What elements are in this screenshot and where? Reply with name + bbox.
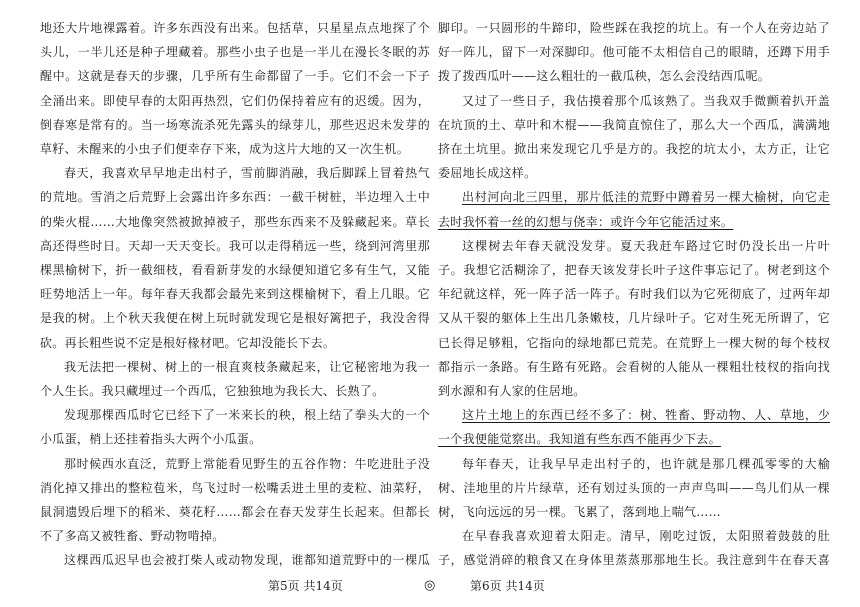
paragraph: 又过了一些日子，我估摸着那个瓜该熟了。当我双手微颤着扒开盖在坑顶的土、草叶和木棍——我简直惊住了，那么大一个西瓜，满满地挤在土坑里。掀出来发现它几乎是方的。我挖的坑太小，太方正，让它委屈地长成这样。 bbox=[438, 93, 830, 181]
right-page-number: 第6页 共14页 bbox=[470, 579, 545, 593]
paragraph: 春天，我喜欢早早地走出村子，雪前脚消融，我后脚踩上冒着热气的荒地。雪消之后荒野上会露出许多东西：一截干树桩，半边埋入土中的柴火棍……大地像突然被掀掉被子，那些东西来不及躲藏起来。草长高还得些时日。天却一天天变长。我可以走得稍远一些，绕到河湾里那棵黑榆树下，折一截细枝，看看新芽发的水绿便知道它多有生气，又能旺势地活上一年。每年春天我都会最先来到这棵榆树下，看上几眼。它是我的树。上个秋天我便在树上玩时就发现它是根好篱把子，我没舍得砍。再长粗些说不定是根好椽材吧。它却没能长下去。 bbox=[40, 166, 430, 350]
left-page-number: 第5页 共14页 bbox=[268, 579, 343, 593]
binding-mark-icon: ◎ bbox=[424, 578, 436, 593]
right-page-text bbox=[438, 16, 830, 571]
paragraph: 在早春我喜欢迎着太阳走。清早，刚吃过饭，太阳照着鼓鼓的肚子，感觉消碎的粮食又在身体里蒸蒸那那地生长。我注意到牛在春天喜 bbox=[438, 529, 830, 568]
paragraph: 那时候西水直泛，荒野上常能看见野生的五谷作物：牛吃进肚子没消化掉又排出的整粒苞米，鸟飞过时一松嘴丢进土里的麦粒、油菜籽，鼠洞遗毁后埋下的稻米、葵花籽……都会在春天发芽生长起来。但都长不了多高又被牲畜、野动物啃掉。 bbox=[40, 456, 430, 544]
paragraph: 这棵西瓜迟早也会被打柴人或动物发现，谁都知道荒野中的一棵瓜 bbox=[64, 553, 430, 568]
paragraph: 脚印。一只圆形的牛蹄印，险些踩在我挖的坑上。有一个人在旁边站了好一阵儿，留下一对深脚印。他可能不太相信自己的眼睛，还蹲下用手拨了拨西瓜叶——这么粗壮的一截瓜秧，怎么会没结西瓜呢。 bbox=[438, 21, 830, 84]
paragraph: 我无法把一棵树、树上的一根直爽枝条藏起来，让它秘密地为我一个人生长。我只藏埋过一个西瓜，它独独地为我长大、长熟了。 bbox=[40, 359, 430, 399]
underlined-paragraph: 这片土地上的东西已经不多了：树、牲畜、野动物、人、草地，少一个我便能觉察出。我知道有些东西不能再少下去。 bbox=[438, 408, 830, 447]
paragraph: 这棵树去年春天就没发芽。夏天我赶车路过它时仍没长出一片叶子。我想它活糊涂了，把春天该发芽长叶子这件事忘记了。树老到这个年纪就这样，死一阵子活一阵子。有时我们以为它死彻底了，过两年却又从干裂的躯体上生出几条嫩枝，几片绿叶子。它对生死无所谓了，它已长得足够粗，它指向的绿地都已荒芜。在荒野上一棵大树的每个枝杈都指示一条路。有生路有死路。会看树的人能从一棵粗壮枝杈的指向找到水源和有人家的住居地。 bbox=[438, 238, 830, 399]
paragraph: 地还大片地裸露着。许多东西没有出来。包括草，只星星点点地探了个头儿，一半儿还是种子埋藏着。那些小虫子也是一半儿在漫长冬眠的苏醒中。这就是春天的步骤，几乎所有生命都留了一手。它们不会一下子全涌出来。即使早春的太阳再热烈，它们仍保持着应有的迟缓。因为，倒春寒是常有的。当一场寒流杀死先露头的绿芽儿，那些迟迟未发芽的草籽、未醒来的小虫子们便幸存下来，成为这片大地的又一次生机。 bbox=[40, 21, 430, 157]
paragraph: 发现那棵西瓜时它已经下了一米来长的秧，根上结了拳头大的一个小瓜蛋，梢上还挂着指头大两个小瓜蛋。 bbox=[40, 408, 430, 447]
left-page-text bbox=[40, 16, 430, 571]
paragraph: 每年春天，让我早早走出村子的，也许就是那几棵孤零零的大榆树、洼地里的片片绿草，还有划过头顶的一声声鸟叫——鸟儿们从一棵树，飞向远远的另一棵。飞累了，落到地上喘气…… bbox=[438, 456, 830, 520]
underlined-paragraph: 出村河向北三四里，那片低洼的荒野中蹲着另一棵大榆树，向它走去时我怀着一丝的幻想与侥幸：或许今年它能活过来。 bbox=[438, 190, 830, 229]
page-footer bbox=[0, 572, 860, 600]
